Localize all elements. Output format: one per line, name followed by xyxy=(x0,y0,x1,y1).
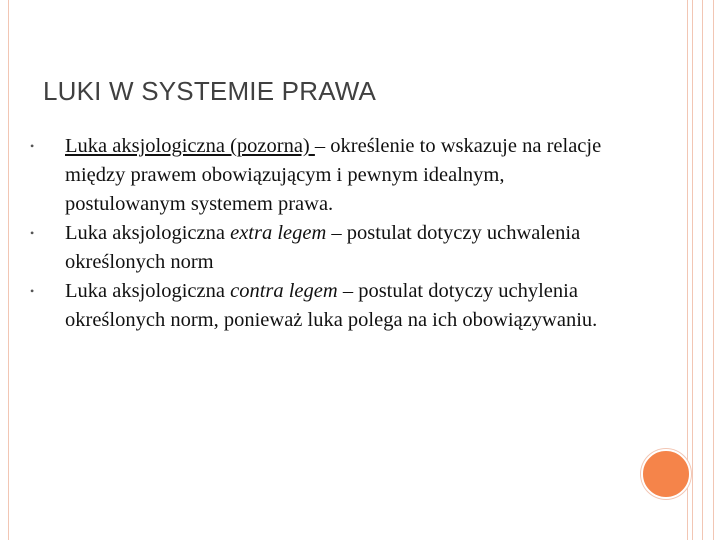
bullet-term: Luka aksjologiczna (pozorna) xyxy=(65,135,315,157)
slide-title: LUKI W SYSTEMIE PRAWA xyxy=(43,76,377,106)
bullet-text: – postulat dotyczy uchwalenia określonych norm xyxy=(65,222,581,273)
bullet-item-2 xyxy=(30,219,620,277)
bullet-prefix: Luka aksjologiczna xyxy=(65,280,231,302)
bullet-item-3 xyxy=(30,277,620,335)
decorative-side-line xyxy=(702,0,703,540)
bullet-dot-icon: • xyxy=(30,139,35,153)
bullet-emphasis: contra legem xyxy=(230,280,338,302)
bullet-emphasis: extra legem xyxy=(230,222,327,244)
decorative-circle xyxy=(641,449,691,499)
bullet-text: – postulat dotyczy uchylenia określonych norm, ponieważ luka polega na ich obowiązywaniu. xyxy=(65,280,598,331)
decorative-side-band xyxy=(692,0,714,540)
bullet-dot-icon: • xyxy=(30,226,35,240)
bullet-list xyxy=(30,132,620,335)
bullet-text: – określenie to wskazuje na relacje między prawem obowiązującym i pewnym idealnym, postulowanym systemem prawa. xyxy=(65,135,602,215)
bullet-item-1 xyxy=(30,132,620,219)
bullet-dot-icon: • xyxy=(30,284,35,298)
bullet-prefix: Luka aksjologiczna xyxy=(65,222,231,244)
